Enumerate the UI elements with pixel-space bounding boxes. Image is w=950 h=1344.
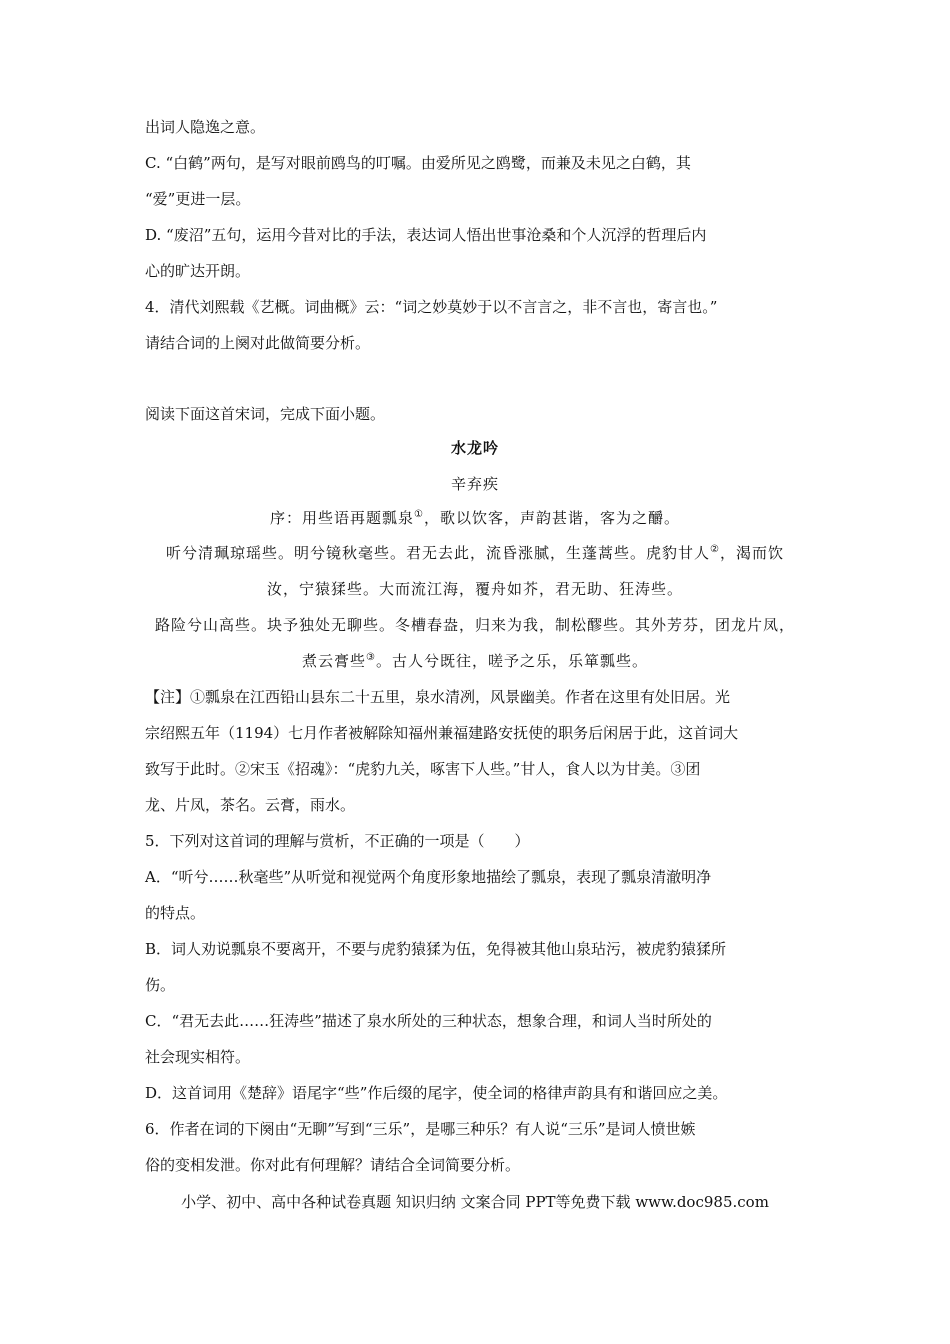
question-6-line: 6．作者在词的下阕由“无聊”写到“三乐”，是哪三种乐？有人说“三乐”是词人愤世嫉 bbox=[145, 1120, 696, 1138]
poem-text: 听兮清珮琼瑶些。明兮镜秋毫些。君无去此，流昏涨腻，生蓬蒿些。虎豹甘人 bbox=[166, 544, 711, 562]
notes-line: 致写于此时。②宋玉《招魂》：“虎豹九关，啄害下人些。”甘人，食人以为甘美。③团 bbox=[145, 760, 701, 778]
poem-line: 路险兮山高些。块予独处无聊些。冬槽春盎，归来为我，制松醪些。其外芳芬，团龙片凤， bbox=[154, 616, 795, 634]
poem-preface bbox=[0, 508, 950, 528]
body-line: 俗的变相发泄。你对此有何理解？请结合全词简要分析。 bbox=[145, 1156, 521, 1174]
poem-line bbox=[0, 543, 950, 563]
page-footer: 小学、初中、高中各种试卷真题 知识归纳 文案合同 PPT等免费下载 www.doc985.com bbox=[181, 1193, 769, 1211]
preface-text: ，歌以饮客，声韵甚谐，客为之釂。 bbox=[423, 509, 680, 527]
option-a-line: A．“听兮……秋毫些”从听觉和视觉两个角度形象地描绘了瓢泉，表现了瓢泉清澈明净 bbox=[145, 868, 712, 886]
body-line: 社会现实相符。 bbox=[145, 1048, 251, 1066]
body-line: 的特点。 bbox=[145, 904, 206, 922]
question-4-line: 4．清代刘熙载《艺概。词曲概》云：“词之妙莫妙于以不言言之，非不言也，寄言也。” bbox=[145, 298, 718, 316]
poem-text: ，渴而饮 bbox=[719, 544, 784, 562]
body-line: “爱”更进一层。 bbox=[145, 190, 251, 208]
footnote-mark: ③ bbox=[366, 652, 376, 663]
question-5: 5．下列对这首词的理解与赏析，不正确的一项是（ ） bbox=[145, 832, 530, 850]
option-b-line: B．词人劝说瓢泉不要离开，不要与虎豹猿猱为伍，免得被其他山泉玷污，被虎豹猿猱所 bbox=[145, 940, 727, 958]
body-line: 请结合词的上阕对此做简要分析。 bbox=[145, 334, 371, 352]
poem-text: 。古人兮既往，嗟予之乐，乐箪瓢些。 bbox=[375, 652, 648, 670]
notes-line: 【注】①瓢泉在江西铅山县东二十五里，泉水清冽，风景幽美。作者在这里有处旧居。光 bbox=[145, 688, 731, 706]
body-line: 出词人隐逸之意。 bbox=[145, 118, 266, 136]
poem-title: 水龙吟 bbox=[450, 439, 499, 457]
footnote-mark: ① bbox=[414, 509, 424, 520]
poem-line: 汝，宁猿猱些。大而流江海，覆舟如芥，君无助、狂涛些。 bbox=[266, 580, 683, 598]
option-c-line: C．“君无去此……狂涛些”描述了泉水所处的三种状态，想象合理，和词人当时所处的 bbox=[145, 1012, 712, 1030]
footnote-mark: ② bbox=[710, 544, 720, 555]
notes-line: 龙、片凤，茶名。云膏，雨水。 bbox=[145, 796, 356, 814]
reading-intro: 阅读下面这首宋词，完成下面小题。 bbox=[145, 405, 386, 423]
poem-line bbox=[0, 651, 950, 671]
poem-author: 辛弃疾 bbox=[450, 475, 499, 493]
notes-line: 宗绍熙五年（1194）七月作者被解除知福州兼福建路安抚使的职务后闲居于此，这首词大 bbox=[145, 724, 739, 742]
option-d-line: D. “废沼”五句，运用今昔对比的手法，表达词人悟出世事沧桑和个人沉浮的哲理后内 bbox=[145, 226, 707, 244]
body-line: 心的旷达开朗。 bbox=[145, 262, 251, 280]
preface-text: 序：用些语再题瓢泉 bbox=[270, 509, 415, 527]
poem-text: 煮云膏些 bbox=[302, 652, 367, 670]
option-d-line: D．这首词用《楚辞》语尾字“些”作后缀的尾字，使全词的格律声韵具有和谐回应之美。 bbox=[145, 1084, 728, 1102]
body-line: 伤。 bbox=[145, 976, 176, 994]
option-c-line: C. “白鹤”两句，是写对眼前鸥鸟的叮嘱。由爱所见之鸥鹭，而兼及未见之白鹤，其 bbox=[145, 154, 691, 172]
